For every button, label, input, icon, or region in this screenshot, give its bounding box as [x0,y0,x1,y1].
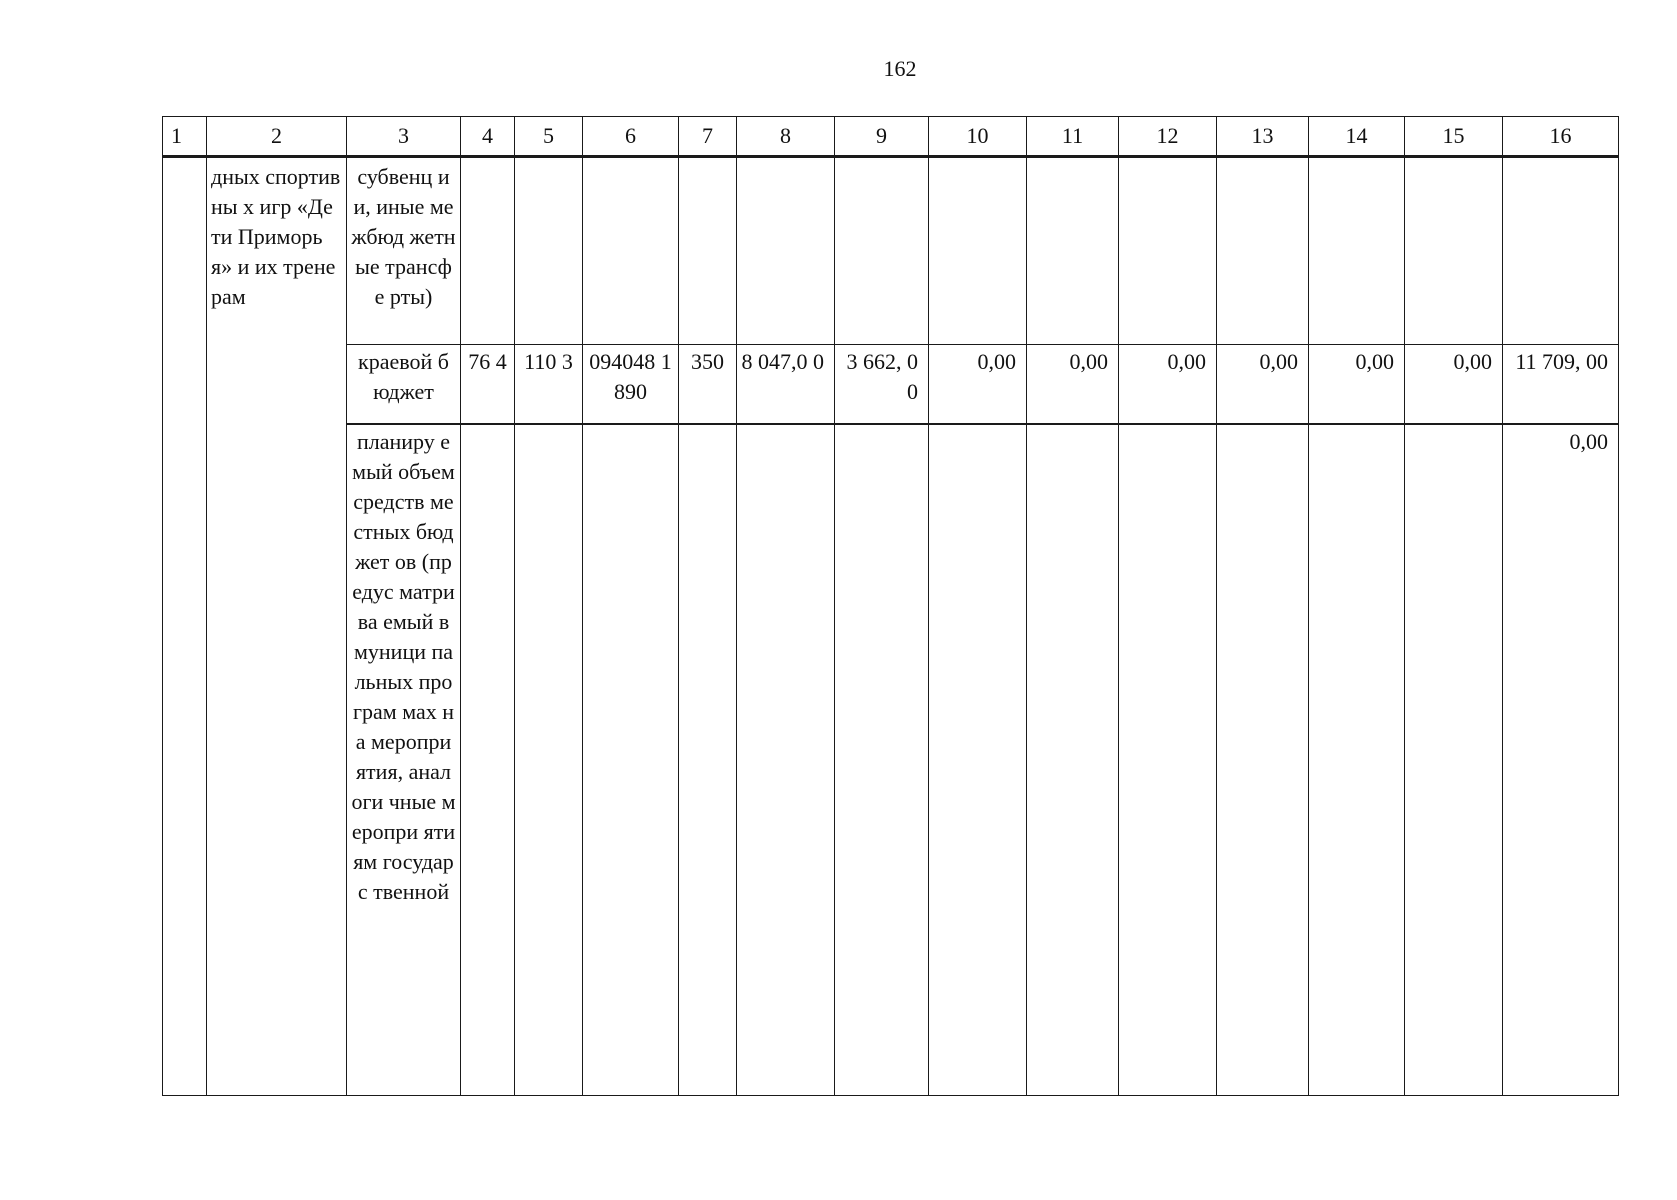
cell-value-col11: 0,00 [1027,345,1119,425]
column-header-2: 2 [207,117,347,157]
cell-funding-source: планиру емый объем средств местных бюджет ов (предус матрива емый в муници пальных програм мах на меропри ятия, аналоги чные меропри ятиям государс твенной [347,424,461,1096]
cell-empty [737,424,835,1096]
cell-grbs-code: 76 4 [461,345,515,425]
cell-value-col10: 0,00 [929,345,1027,425]
cell-value-col15: 0,00 [1405,345,1503,425]
cell-empty [737,157,835,345]
cell-funding-source: краевой бюджет [347,345,461,425]
cell-value-col14: 0,00 [1309,345,1405,425]
column-header-16: 16 [1503,117,1619,157]
cell-empty [1027,424,1119,1096]
table-row [163,424,1619,1096]
cell-empty [583,424,679,1096]
cell-col1 [163,157,207,1096]
cell-empty [1405,424,1503,1096]
page-number: 162 [883,56,917,81]
column-header-14: 14 [1309,117,1405,157]
column-header-5: 5 [515,117,583,157]
cell-empty [1309,157,1405,345]
cell-value-col13: 0,00 [1217,345,1309,425]
cell-empty [679,424,737,1096]
cell-empty [1217,424,1309,1096]
cell-total: 0,00 [1503,424,1619,1096]
column-header-12: 12 [1119,117,1217,157]
cell-empty [1405,157,1503,345]
column-header-3: 3 [347,117,461,157]
budget-table [162,116,1619,1096]
cell-empty [929,157,1027,345]
cell-empty [835,157,929,345]
column-header-9: 9 [835,117,929,157]
cell-target-article: 094048 1890 [583,345,679,425]
table-row [163,157,1619,345]
column-header-13: 13 [1217,117,1309,157]
cell-empty [515,157,583,345]
cell-empty [1027,157,1119,345]
cell-event-name: дных спортивны х игр «Дети Приморья» и их тренерам [207,157,347,1096]
column-header-8: 8 [737,117,835,157]
cell-empty [835,424,929,1096]
cell-empty [583,157,679,345]
cell-expense-type: 350 [679,345,737,425]
cell-value-col12: 0,00 [1119,345,1217,425]
cell-empty [461,157,515,345]
column-header-4: 4 [461,117,515,157]
cell-empty [929,424,1027,1096]
column-header-1: 1 [163,117,207,157]
column-header-6: 6 [583,117,679,157]
column-header-10: 10 [929,117,1027,157]
cell-empty [679,157,737,345]
cell-value-col8: 8 047,0 0 [737,345,835,425]
cell-total: 11 709, 00 [1503,345,1619,425]
cell-section-code: 110 3 [515,345,583,425]
cell-value-col9: 3 662, 00 [835,345,929,425]
cell-empty [1503,157,1619,345]
cell-empty [1217,157,1309,345]
cell-empty [1119,157,1217,345]
cell-empty [1309,424,1405,1096]
cell-empty [461,424,515,1096]
table-header-row [163,117,1619,157]
column-header-11: 11 [1027,117,1119,157]
cell-empty [1119,424,1217,1096]
column-header-7: 7 [679,117,737,157]
column-header-15: 15 [1405,117,1503,157]
table-row [163,345,1619,425]
cell-empty [515,424,583,1096]
cell-funding-source: субвенц ии, иные межбюд жетные трансфе рты) [347,157,461,345]
